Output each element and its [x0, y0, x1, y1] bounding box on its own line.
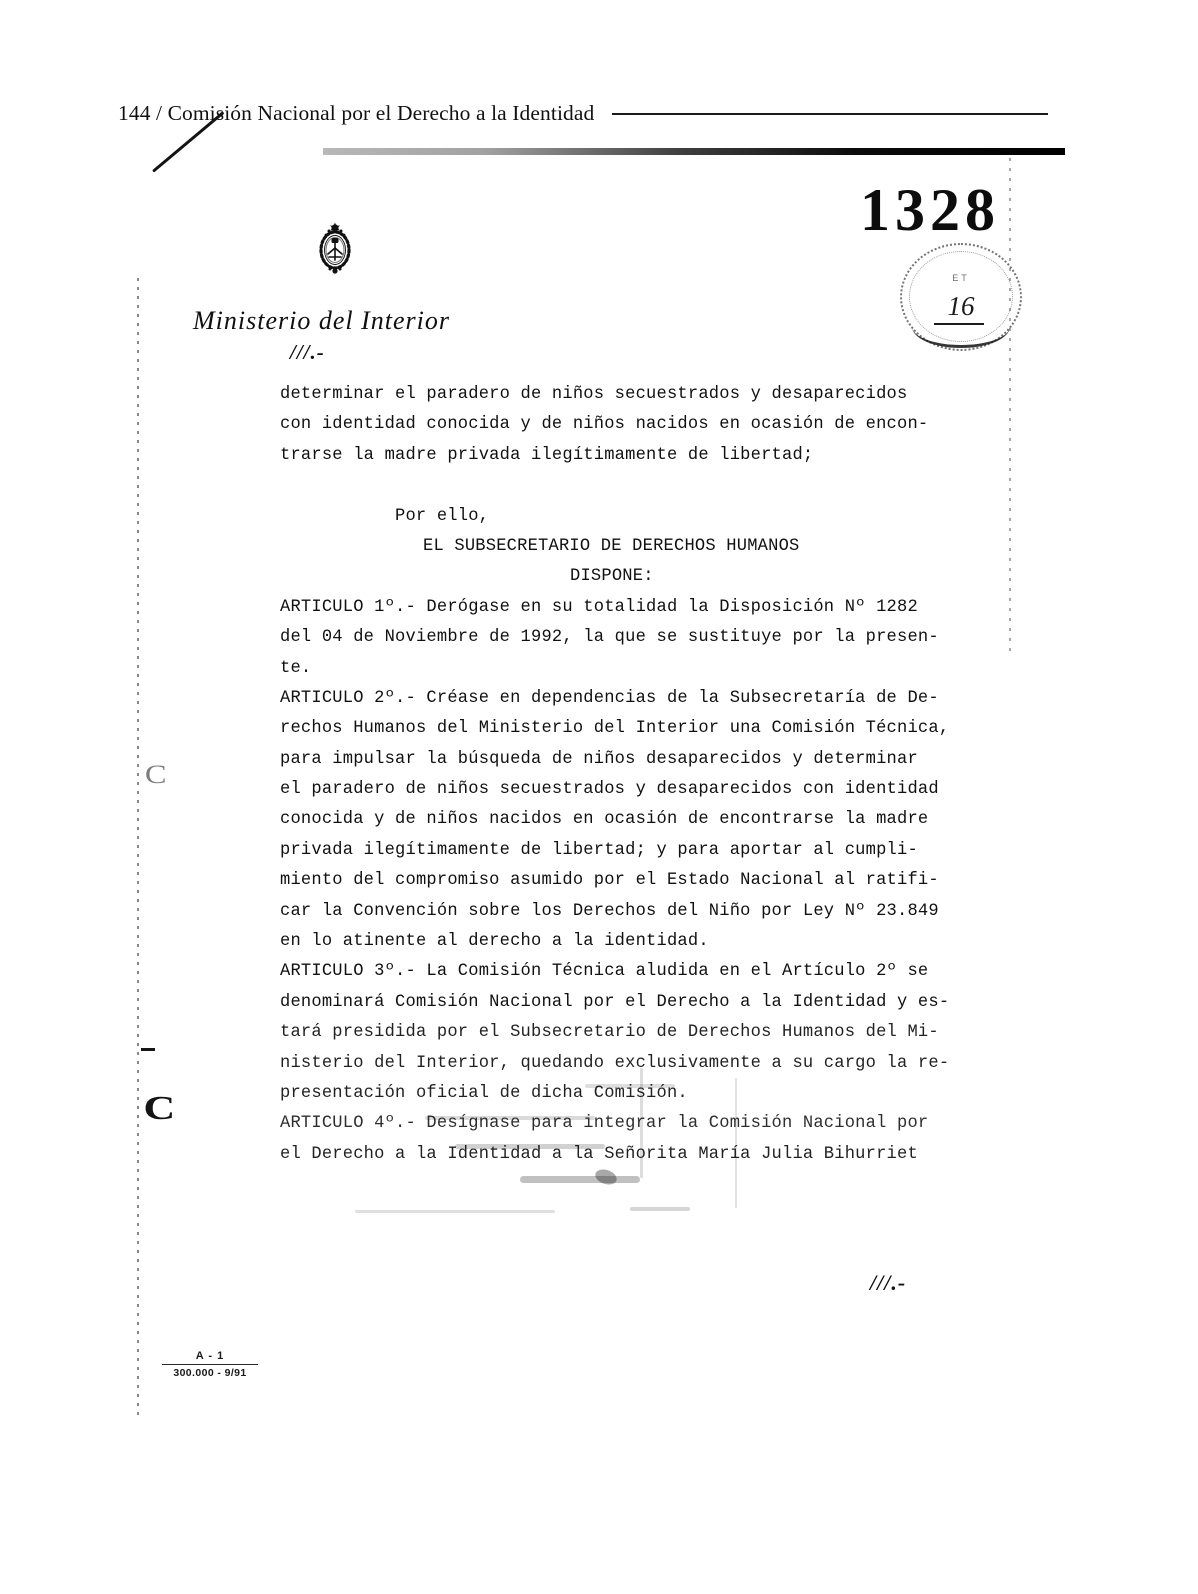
closing-continuation-mark: ///.- — [870, 1270, 907, 1295]
stamp-top-text: ET — [952, 273, 970, 283]
typed-line-blank — [280, 471, 1000, 501]
stamp-underline — [934, 323, 984, 325]
typed-line: para impulsar la búsqueda de niños desaparecidos y determinar — [280, 749, 918, 769]
typed-line: ARTICULO 3º.- La Comisión Técnica aludida en el Artículo 2º se — [280, 962, 929, 982]
round-rubber-stamp — [900, 243, 1022, 351]
typed-line: tará presidida por el Subsecretario de Derechos Humanos del Mi- — [280, 1023, 939, 1043]
typed-line: privada ilegítimamente de libertad; y para aportar al cumpli- — [280, 840, 918, 860]
typed-line: EL SUBSECRETARIO DE DERECHOS HUMANOS — [423, 536, 800, 556]
typed-line: ARTICULO 1º.- Derógase en su totalidad la Disposición Nº 1282 — [280, 597, 918, 617]
form-code-id: A - 1 — [195, 1350, 225, 1362]
form-code-print-run: 300.000 - 9/91 — [173, 1367, 247, 1379]
ink-smudge — [355, 1210, 555, 1213]
typed-line: presentación oficial de dicha Comisión. — [280, 1083, 688, 1103]
scan-edge-artifact-top — [323, 148, 1065, 155]
ink-smudge — [520, 1176, 640, 1183]
ink-smudge — [630, 1207, 690, 1211]
header-rule — [612, 113, 1048, 115]
typed-line: el paradero de niños secuestrados y desaparecidos con identidad — [280, 780, 939, 800]
typed-line: ARTICULO 2º.- Créase en dependencias de la Subsecretaría de De- — [280, 688, 939, 708]
typed-line: nisterio del Interior, quedando exclusivamente a su cargo la re- — [280, 1053, 950, 1073]
typed-line: el Derecho a la Identidad a la Señorita María Julia Bihurriet — [280, 1144, 918, 1164]
document-number: 1328 — [860, 177, 1000, 243]
book-running-header — [118, 96, 1048, 130]
form-code-footer — [150, 1350, 270, 1379]
page-header-title: 144 / Comisión Nacional por el Derecho a la Identidad — [118, 100, 595, 125]
typed-line: miento del compromiso asumido por el Estado Nacional al ratifi- — [280, 871, 939, 891]
margin-mark: C — [143, 1090, 176, 1127]
ministry-letterhead: Ministerio del Interior — [193, 306, 450, 335]
typed-line: trarse la madre privada ilegítimamente de libertad; — [280, 445, 814, 465]
margin-mark: C — [144, 760, 167, 789]
typed-line: denominará Comisión Nacional por el Derecho a la Identidad y es- — [280, 992, 950, 1012]
typed-line: Por ello, — [395, 506, 490, 526]
margin-dash-mark — [141, 1048, 155, 1051]
scan-edge-artifact-left — [137, 278, 139, 1418]
typed-line: en lo atinente al derecho a la identidad. — [280, 932, 709, 952]
stamp-folio-number: 16 — [947, 291, 975, 321]
typed-line: te. — [280, 658, 312, 678]
typed-line: del 04 de Noviembre de 1992, la que se sustituye por la presen- — [280, 628, 939, 648]
typed-line: conocida y de niños nacidos en ocasión de encontrarse la madre — [280, 810, 929, 830]
typed-line: ARTICULO 4º.- Desígnase para integrar la Comisión Nacional por — [280, 1114, 929, 1134]
typed-line: car la Convención sobre los Derechos del Niño por Ley Nº 23.849 — [280, 901, 939, 921]
typed-line: DISPONE: — [570, 567, 654, 587]
typed-line: determinar el paradero de niños secuestrados y desaparecidos — [280, 385, 908, 404]
letterhead-continuation-mark: ///.- — [290, 340, 325, 364]
typed-line: rechos Humanos del Ministerio del Interior una Comisión Técnica, — [280, 719, 950, 739]
typed-line: con identidad conocida y de niños nacidos en ocasión de encon- — [280, 415, 929, 435]
form-code-rule — [162, 1364, 258, 1365]
scanned-document-page — [125, 148, 1065, 1448]
typed-document-body — [280, 380, 1000, 1170]
scan-edge-artifact-right — [1009, 158, 1011, 658]
argentina-coat-of-arms-icon — [311, 214, 359, 280]
